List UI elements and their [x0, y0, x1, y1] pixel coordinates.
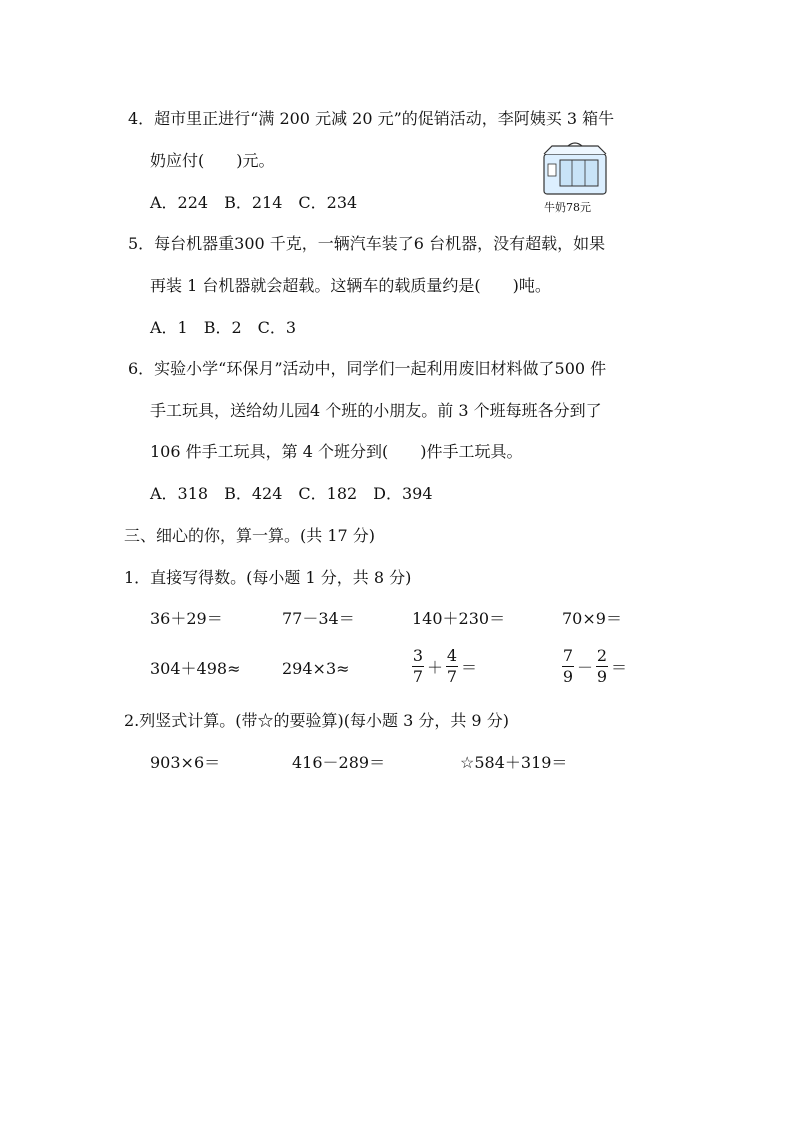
- calc-item: 36＋29＝: [150, 609, 223, 628]
- calc-item: 294×3≈: [282, 659, 350, 678]
- q4-line2: 奶应付( )元。: [150, 151, 275, 170]
- section3-title: 三、细心的你，算一算。(共 17 分): [124, 526, 376, 545]
- denominator: 7: [412, 667, 424, 686]
- operator: －: [577, 658, 594, 677]
- calc-item: 304＋498≈: [150, 659, 241, 678]
- numerator: 7: [562, 646, 574, 665]
- calc-item: 77－34＝: [282, 609, 355, 628]
- q6-line3: 106 件手工玩具，第 4 个班分到( )件手工玩具。: [150, 442, 523, 461]
- denominator: 9: [562, 667, 574, 686]
- q4-line1: 4．超市里正进行“满 200 元减 20 元”的促销活动，李阿姨买 3 箱牛: [128, 109, 615, 128]
- q5-options: A．1 B．2 C．3: [150, 318, 297, 337]
- denominator: 7: [446, 667, 458, 686]
- equals: ＝: [611, 658, 628, 677]
- milk-price-label: 牛奶78元: [544, 201, 591, 214]
- denominator: 9: [596, 667, 608, 686]
- part2-title: 2.列竖式计算。(带☆的要验算)(每小题 3 分，共 9 分): [124, 711, 509, 730]
- numerator: 4: [446, 646, 458, 665]
- vertical-calc-item: ☆584＋319＝: [460, 753, 568, 772]
- q5-line2: 再装 1 台机器就会超载。这辆车的载质量约是( )吨。: [150, 276, 551, 295]
- calc-item: 140＋230＝: [412, 609, 506, 628]
- vertical-calc-item: 903×6＝: [150, 753, 221, 772]
- operator: ＋: [427, 658, 444, 677]
- numerator: 2: [596, 646, 608, 665]
- q6-line2: 手工玩具，送给幼儿园4 个班的小朋友。前 3 个班每班各分到了: [150, 401, 602, 420]
- q4-options: A．224 B．214 C．234: [150, 193, 358, 212]
- fraction-expression: [410, 646, 478, 687]
- part1-title: 1．直接写得数。(每小题 1 分，共 8 分): [124, 568, 412, 587]
- milk-box-image: [540, 140, 610, 198]
- fraction-expression: [560, 646, 628, 687]
- calc-item: 70×9＝: [562, 609, 622, 628]
- q6-line1: 6．实验小学“环保月”活动中，同学们一起利用废旧材料做了500 件: [128, 359, 607, 378]
- q5-line1: 5．每台机器重300 千克，一辆汽车装了6 台机器，没有超载，如果: [128, 234, 606, 253]
- vertical-calc-item: 416－289＝: [292, 753, 386, 772]
- equals: ＝: [461, 658, 478, 677]
- q6-options: A．318 B．424 C．182 D．394: [150, 484, 433, 503]
- numerator: 3: [412, 646, 424, 665]
